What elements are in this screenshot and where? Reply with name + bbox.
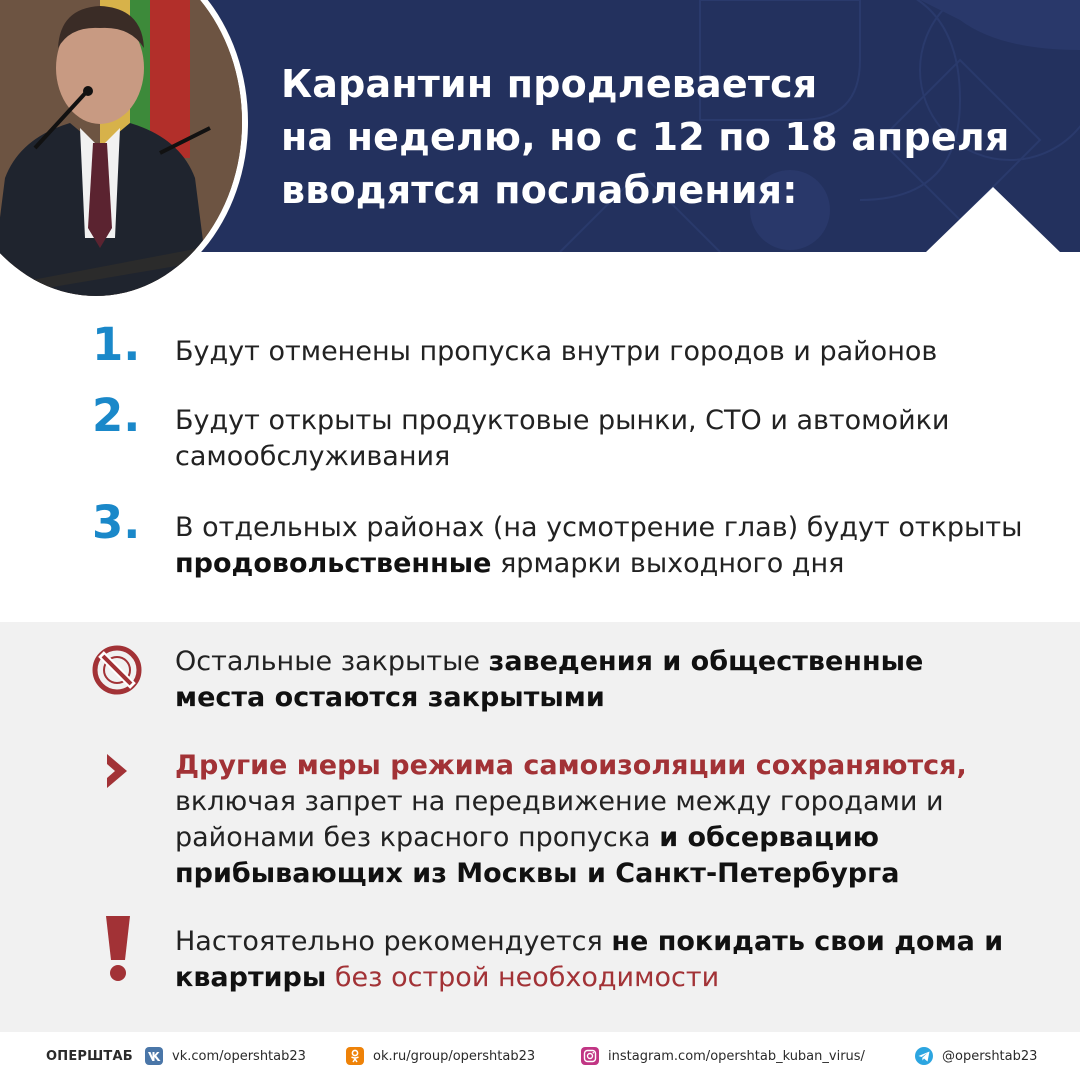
footer-link-ok-text: ok.ru/group/opershtab23 — [373, 1048, 536, 1064]
chevron-right-icon — [103, 752, 131, 794]
title-line-1: Карантин продлевается — [281, 62, 818, 106]
ok-icon — [346, 1047, 364, 1065]
instagram-icon — [581, 1047, 599, 1065]
footer-link-telegram-text: @opershtab23 — [942, 1048, 1038, 1064]
list-text-3-after: ярмарки выходного дня — [500, 548, 845, 579]
notice-closed-bold: заведения и общественные места остаются закрытыми — [175, 646, 924, 713]
list-number-2: 2. — [92, 389, 141, 442]
list-text-3-bold: продовольственные — [175, 548, 492, 579]
footer-link-ok[interactable] — [346, 1032, 535, 1080]
footer-link-instagram-text: instagram.com/opershtab_kuban_virus/ — [608, 1048, 865, 1064]
header-notch — [925, 187, 1061, 252]
notice-measures-regular: включая запрет на передвижение между городами и районами без красного пропуска — [175, 786, 944, 853]
notice-home-bold: не покидать свои дома и квартиры — [175, 926, 1004, 993]
notice-measures-bold: и обсервацию прибывающих из Москвы и Санкт-Петербурга — [175, 822, 900, 889]
list-text-3 — [175, 510, 1055, 582]
list-text-2: Будут открыты продуктовые рынки, СТО и автомойки самообслуживания — [175, 405, 950, 472]
prohibited-icon — [91, 644, 143, 700]
title-line-2: на неделю, но с 12 по 18 апреля — [281, 115, 1010, 159]
footer-link-vk-text: vk.com/opershtab23 — [172, 1048, 306, 1064]
footer-link-telegram[interactable] — [915, 1032, 1037, 1080]
list-number-1: 1. — [92, 318, 141, 371]
footer-link-instagram[interactable] — [581, 1032, 865, 1080]
notice-measures-red: Другие меры режима самоизоляции сохраняются, — [175, 750, 967, 781]
notice-closed-before: Остальные закрытые — [175, 646, 481, 677]
list-text-3-before: В отдельных районах (на усмотрение глав) будут открыты — [175, 512, 1023, 543]
exclamation-icon — [103, 916, 133, 986]
notice-closed-text — [175, 644, 975, 716]
vk-icon — [145, 1047, 163, 1065]
footer-brand: ОПЕРШТАБ — [46, 1048, 133, 1064]
footer-link-vk[interactable] — [145, 1032, 306, 1080]
notice-measures-text — [175, 748, 1005, 892]
footer-bar — [0, 1032, 1080, 1080]
notice-panel — [0, 622, 1080, 1032]
speaker-portrait — [0, 0, 248, 302]
notice-home-text — [175, 924, 1015, 996]
telegram-icon — [915, 1047, 933, 1065]
list-text-1: Будут отменены пропуска внутри городов и районов — [175, 336, 938, 367]
list-number-3: 3. — [92, 496, 141, 549]
title-line-3: вводятся послабления: — [281, 168, 798, 212]
notice-home-red: без острой необходимости — [334, 962, 720, 993]
notice-home-before: Настоятельно рекомендуется — [175, 926, 603, 957]
